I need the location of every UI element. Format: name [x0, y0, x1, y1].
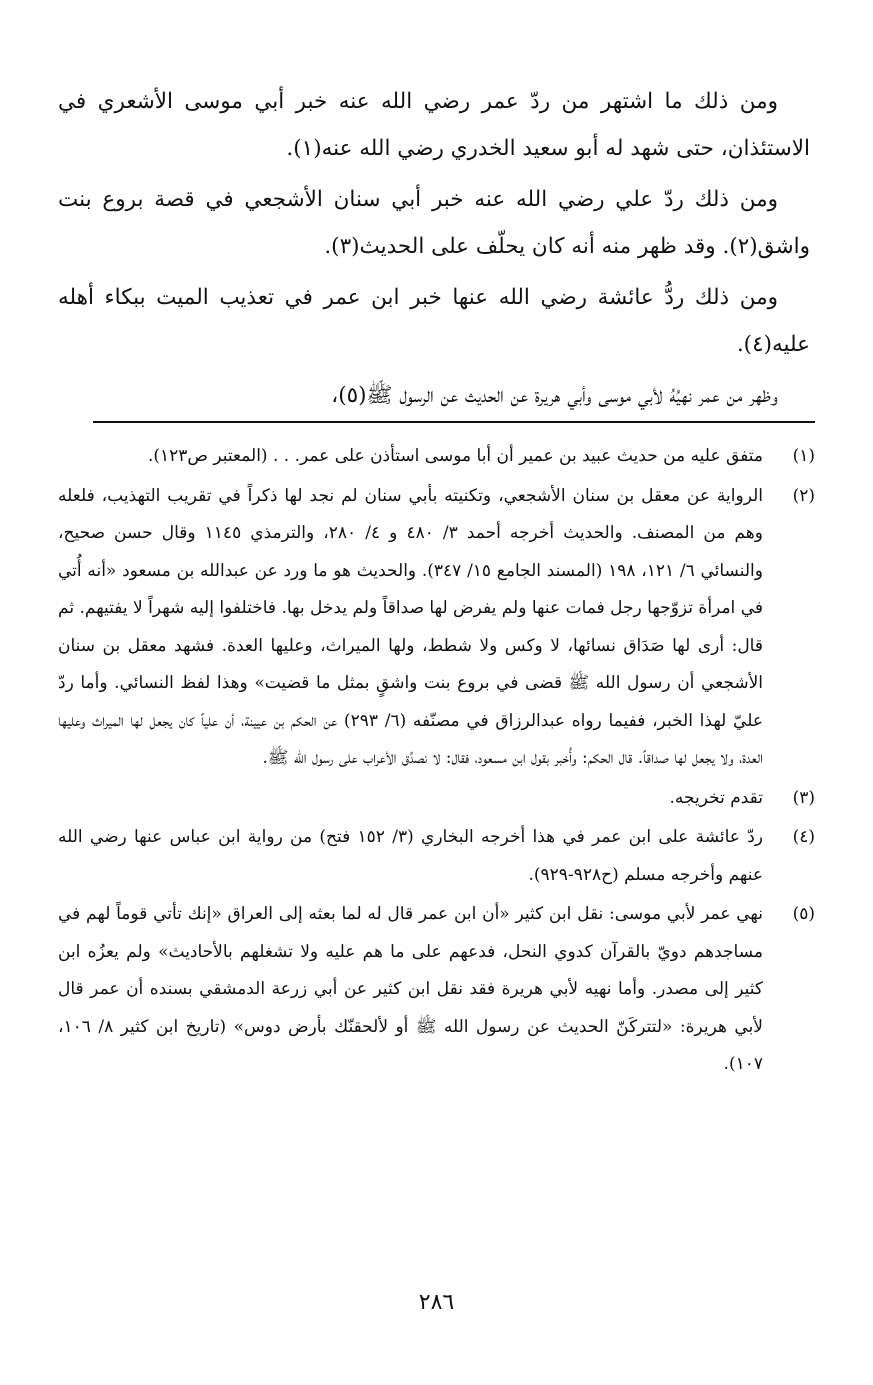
- footnotes: [58, 438, 815, 1086]
- footnote-text: نهي عمر لأبي موسى: نقل ابن كثير «أن ابن عمر قال له لما بعثه إلى العراق «إنك تأتي قوماً لهم في مساجدهم دويّ بالقرآن كدوي النحل، فدعهم على ما هم عليه ولا تشغلهم بالأحاديث» ولم يعزُه ابن كثير إلى مصدر. وأما نهيه لأبي هريرة فقد نقل ابن كثير عن أبي زرعة الدمشقي بسنده أن عمر قال لأبي هريرة: «لتتركَنّ الحديث عن رسول الله ﷺ أو لألحقنّك بأرض دوس» (تاريخ ابن كثير ٨/ ١٠٦، ١٠٧).: [58, 904, 763, 1074]
- body-paragraph-4: وظهر من عمر نهيُهُ لأبي موسى وأبي هريرة عن الحديث عن الرسول ﷺ(٥)،: [331, 383, 778, 408]
- footnote-number: (٤): [792, 827, 815, 847]
- footnote-separator: [93, 421, 815, 423]
- body-paragraph-2: ومن ذلك ردّ علي رضي الله عنه خبر أبي سنان الأشجعي في قصة بروع بنت واشق(٢). وقد ظهر منه أنه كان يحلّف على الحديث(٣).: [58, 187, 810, 259]
- footnote-3: [58, 780, 815, 818]
- footnote-text: الرواية عن معقل بن سنان الأشجعي، وتكنيته بأبي سنان لم نجد لها ذكراً في تقريب التهذيب، فلعله وهم من المصنف. والحديث أخرجه أحمد ٣/ ٤٨٠ و ٤/ ٢٨٠، والترمذي ١١٤٥ وقال حسن صحيح، والنسائي ٦/ ١٢١، ١٩٨ (المسند الجامع ١٥/ ٣٤٧). والحديث هو ما ورد عن عبدالله بن مسعود «أنه أُتي في امرأة تزوّجها رجل فمات عنها ولم يفرض لها صداقاً ولم يدخل بها. فاختلفوا إليه شهراً لا يفتيهم. ثم قال: أرى لها صَدَاق نسائها، لا وكس ولا شطط، ولها الميراث، وعليها العدة. فشهد معقل بن سنان الأشجعي أن رسول الله ﷺ قضى في بروع بنت واشقٍ بمثل ما قضيت» وهذا لفظ النسائي. وأما ردّ عليّ لهذا الخبر، ففيما رواه عبدالرزاق في مصنّفه (٦/ ٢٩٣) عن الحكم بن عيينة، أن علياً كان يجعل لها الميراث وعليها العدة، ولا يجعل لها صداقاً. قال الحكم: وأُخبر بقول ابن مسعود، فقال: لا نصدِّق الأعراب على رسول الله ﷺ.: [58, 485, 764, 768]
- body-paragraph-1: ومن ذلك ما اشتهر من ردّ عمر رضي الله عنه خبر أبي موسى الأشعري في الاستئذان، حتى شهد له أبو سعيد الخدري رضي الله عنه(١).: [58, 89, 810, 161]
- body-paragraph-3: ومن ذلك ردُّ عائشة رضي الله عنها خبر ابن عمر في تعذيب الميت ببكاء أهله عليه(٤).: [58, 285, 810, 357]
- footnote-2: [58, 478, 815, 778]
- footnote-number: (٣): [792, 787, 815, 808]
- footnote-number: (٢): [792, 485, 815, 506]
- footnote-1: [58, 438, 815, 476]
- footnote-text: تقدم تخريجه.: [669, 787, 763, 808]
- footnote-number: (٥): [792, 904, 815, 924]
- footnote-4: [58, 819, 815, 894]
- footnote-text: ردّ عائشة على ابن عمر في هذا أخرجه البخاري (٣/ ١٥٢ فتح) من رواية ابن عباس عنها رضي الله عنهم وأخرجه مسلم (ح٩٢٨-٩٢٩).: [58, 827, 763, 885]
- footnote-5: [58, 896, 815, 1084]
- page-number: ٢٨٦: [418, 1290, 455, 1315]
- main-text: [58, 78, 810, 423]
- footnote-text: متفق عليه من حديث عبيد بن عمير أن أبا موسى استأذن على عمر. . . (المعتبر ص١٢٣).: [147, 446, 763, 466]
- footnote-number: (١): [792, 446, 815, 466]
